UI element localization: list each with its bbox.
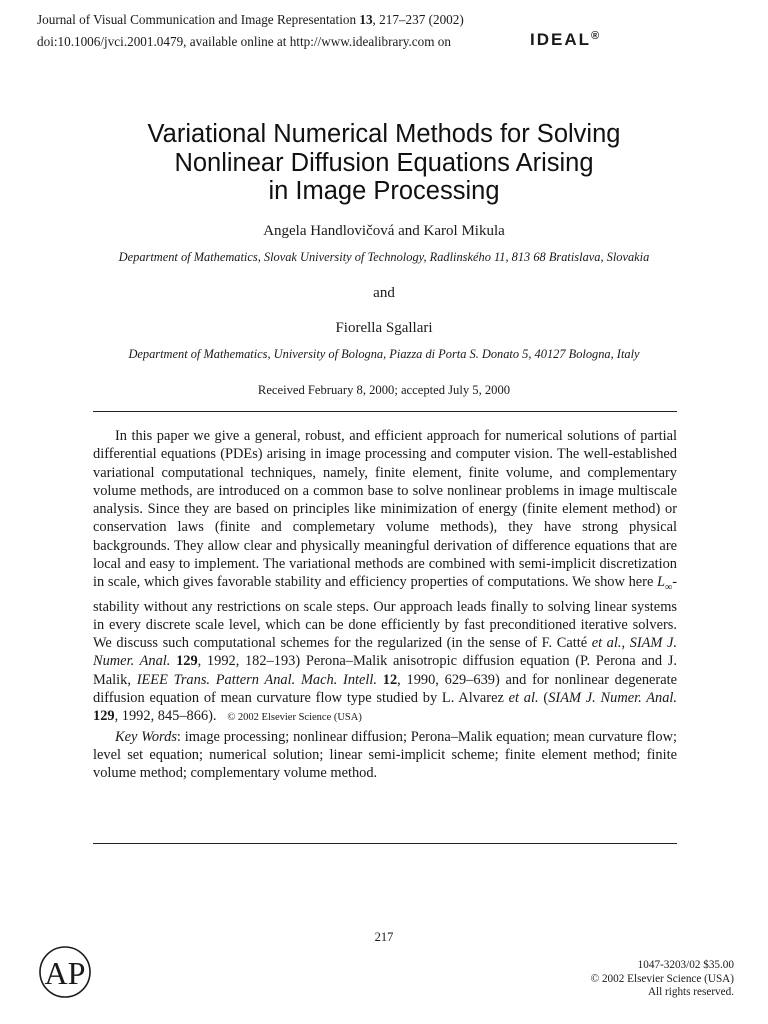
footer-copyright: © 2002 Elsevier Science (USA) <box>590 972 734 985</box>
and-separator: and <box>373 285 395 301</box>
citation-journal: SIAM J. Numer. Anal. <box>93 635 677 670</box>
title-line-3: in Image Processing <box>268 177 500 205</box>
rights-block <box>591 959 734 1000</box>
ideal-logo-text: IDEAL <box>530 30 591 49</box>
authors-2: Fiorella Sgallari <box>335 320 433 336</box>
academic-press-logo-icon <box>37 943 93 999</box>
journal-citation <box>37 12 464 28</box>
all-rights-reserved: All rights reserved. <box>647 986 734 998</box>
citation-volume: 129 <box>93 708 115 725</box>
authors-1: Angela Handlovičová and Karol Mikula <box>263 223 505 239</box>
article-title <box>0 120 768 206</box>
abstract-copyright: © 2002 Elsevier Science (USA) <box>227 712 362 724</box>
citation-volume: 12 <box>382 671 398 688</box>
doi-line: doi:10.1006/jvci.2001.0479, available online at http://www.idealibrary.com on <box>37 34 451 49</box>
abstract <box>93 427 677 783</box>
citation-volume: 129 <box>176 653 198 670</box>
keywords-label: Key Words <box>115 728 177 745</box>
keywords-list: : image processing; nonlinear diffusion; Perona–Malik equation; mean curvature flow; level set equation; numerical solution; linear semi-implicit scheme; finite element method; finite volume method; complementary volume method. <box>93 728 677 782</box>
issn-price: 1047-3203/02 $35.00 <box>637 959 734 971</box>
abstract-body: In this paper we give a general, robust, and efficient approach for numerical solutions of partial differential equations (PDEs) arising in image processing and computer vision. The well-established variational computational techniques, namely, finite element, finite volume, and complementary volume methods, are introduced on a common base to solve nonlinear problems in image multiscale analysis. Since they are based on principles like minimization of energy (finite element method) or conservation laws (finite and complemetary volume methods), they have strong physical backgrounds. They allow clear and physically meaningful derivation of difference equations that are local and easy to implement. The variational methods are combined with semi-implicit discretization in scale, which gives favorable stability and efficiency properties of computations. We show here $L_\infty$-stability without any restrictions on scale steps. Our approach leads finally to solving linear systems in every discrete scale level, which can be done efficiently by fast preconditioned iterative solvers. We discuss such computational schemes for the regularized (in the sense of F. Catté et al., SIAM J. Numer. Anal. 129, 1992, 182–193) Perona–Malik anisotropic diffusion equation (P. Perona and J. Malik, IEEE Trans. Pattern Anal. Mach. Intell. 12, 1990, 629–639) and for nonlinear degenerate diffusion equation of mean curvature flow type studied by L. Alvarez et al. (SIAM J. Numer. Anal. 129, 1992, 845–866). © 2002 Elsevier Science (USA) <box>93 428 678 725</box>
keywords <box>93 728 677 783</box>
title-line-1: Variational Numerical Methods for Solving <box>147 120 621 148</box>
page-number: 217 <box>374 930 394 944</box>
registered-mark: ® <box>591 30 600 42</box>
citation-journal: SIAM J. Numer. Anal. <box>548 690 678 707</box>
affiliation-2: Department of Mathematics, University of Bologna, Piazza di Porta S. Donato 5, 40127 Bologna, Italy <box>128 347 640 361</box>
journal-pages-year: , 217–237 (2002) <box>372 12 464 27</box>
ideal-logo <box>530 28 599 52</box>
journal-name: Journal of Visual Communication and Image Representation <box>37 12 360 27</box>
affiliation-1: Department of Mathematics, Slovak University of Technology, Radlinského 11, 813 68 Bratislava, Slovakia <box>118 250 650 264</box>
abstract-top-rule <box>93 411 677 412</box>
publisher-logo-text: AP <box>44 955 86 991</box>
journal-volume: 13 <box>359 12 373 27</box>
title-line-2: Nonlinear Diffusion Equations Arising <box>174 148 594 177</box>
l-infinity-symbol: $L_\infty$ <box>657 574 673 594</box>
received-dates: Received February 8, 2000; accepted July 5, 2000 <box>257 383 511 397</box>
citation-journal: IEEE Trans. Pattern Anal. Mach. Intell. <box>136 671 378 688</box>
abstract-bottom-rule <box>93 843 677 844</box>
